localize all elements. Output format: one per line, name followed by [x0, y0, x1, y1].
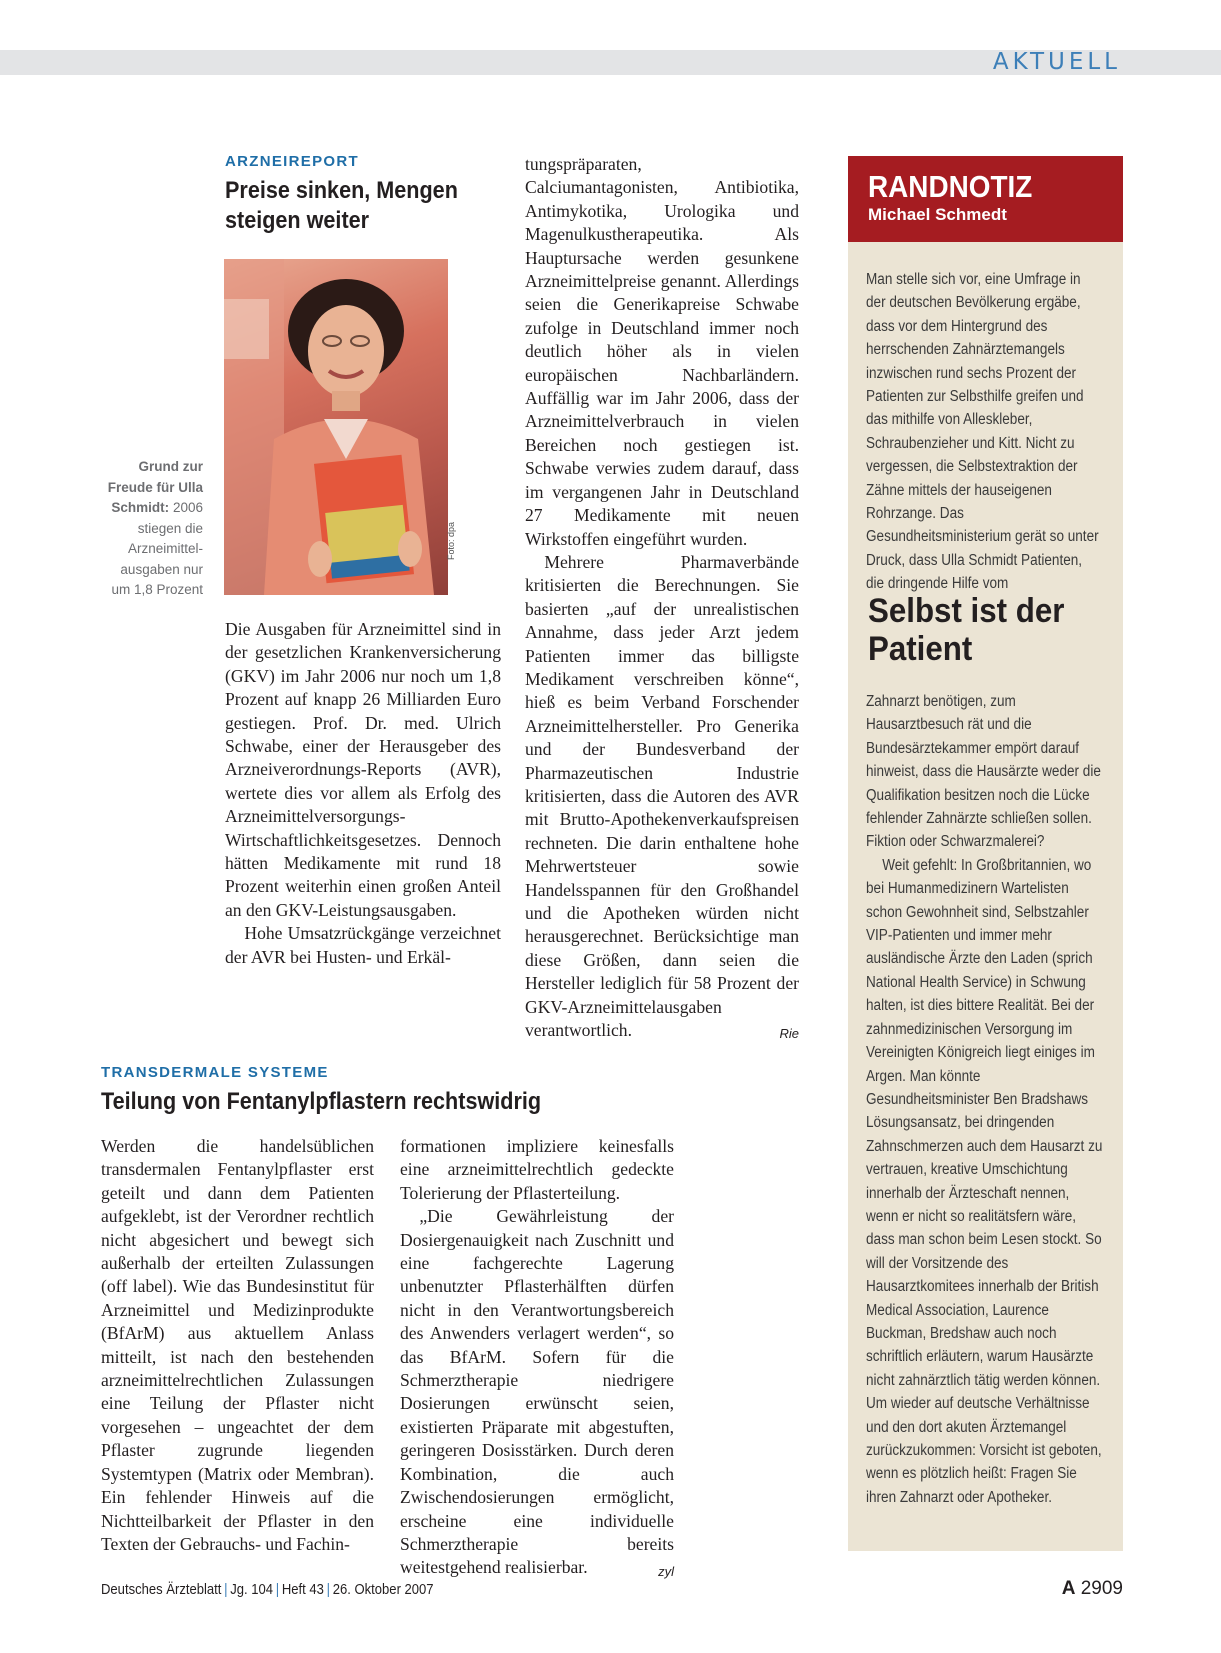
randnotiz-paragraph: Zahnarzt benötigen, zum Hausarztbesuch rät und die Bundesärztekammer empört darauf hinweist, dass die Hausärzte weder die Qualifikation besitzen noch die Lücke fehlender Zahnärzte schließen sollen. Fiktion oder Schwarzmalerei?	[866, 693, 1101, 851]
footer-date: 26. Oktober 2007	[332, 1582, 434, 1598]
caption-lead: Grund zur Freude für Ulla Schmidt:	[107, 459, 203, 515]
article2-paragraph: „Die Gewährleistung der Dosiergenauigkeit nach Zuschnitt und eine fachgerechte Lagerung unbenutzter Pflasterhälften dürfen nicht in den Verantwortungsbereich des Anwenders verlagert werden“, so das BfArM. Sofern für die Schmerztherapie niedrigere Dosierungen erwünscht seien, existierten Präparate mit abgestuften, geringeren Dosisstärken. Durch deren Kombination, die auch Zwischendosierungen ermöglicht, erscheine eine individuelle Schmerztherapie bereits weitestgehend realisierbar.	[400, 1206, 674, 1578]
article2-paragraph: Werden die handelsüblichen transdermalen Fentanylpflaster erst geteilt und dann dem Patienten aufgeklebt, ist der Verordner rechtlich nicht abgesichert und bewegt sich außerhalb der erteilten Zulassungen (off label). Wie das Bundesinstitut für Arzneimittel und Medizinprodukte (BfArM) aus aktuellem Anlass mitteilt, ist nach den bestehenden arzneimittelrechtlichen Zulassungen eine Teilung der Pflaster nicht vorgesehen – ungeachtet der dem Pflaster zugrunde liegenden Systemtypen (Matrix oder Membran). Ein fehlender Hinweis auf die Nichtteilbarkeit der Pflaster in den Texten der Gebrauchs- und Fachin-	[101, 1136, 374, 1554]
footer-volume: Jg. 104	[230, 1582, 274, 1598]
article2-column-2	[400, 1135, 674, 1583]
article1-column-1	[225, 618, 501, 969]
randnotiz-author: Michael Schmedt	[868, 205, 1007, 224]
article1-signature: Rie	[779, 1026, 799, 1042]
article2-signature: zyl	[658, 1563, 674, 1579]
randnotiz-body	[866, 690, 1104, 1509]
photo-caption	[100, 457, 203, 601]
randnotiz-paragraph: Man stelle sich vor, eine Umfrage in der deutschen Bevölkerung ergäbe, dass vor dem Hintergrund des herrschenden Zahnärztemangels inzwischen rund sechs Prozent der Patienten zur Selbsthilfe greifen und das mithilfe von Alleskleber, Schraubenzieher und Kitt. Nicht zu vergessen, die Selbstextraktion der Zähne mittels der hauseigenen Rohrzange. Das Gesundheitsministerium gerät so unter Druck, dass Ulla Schmidt Patienten, die dringende Hilfe vom	[866, 271, 1099, 593]
footer-separator: |	[326, 1582, 331, 1598]
photo-credit: Foto: dpa	[446, 521, 456, 560]
article2-paragraph: formationen impliziere keinesfalls eine arzneimittelrechtlich gedeckte Tolerierung der Pflasterteilung.	[400, 1136, 674, 1203]
page-number	[1062, 1578, 1123, 1600]
footer-journal: Deutsches Ärzteblatt	[101, 1582, 222, 1598]
footer-citation	[101, 1582, 434, 1598]
article2-column-1	[101, 1135, 374, 1556]
article1-kicker: ARZNEIREPORT	[225, 153, 359, 170]
page-number-value: 2909	[1080, 1578, 1123, 1599]
article1-headline-line2: steigen weiter	[225, 207, 370, 234]
caption-text: 2006 stiegen die Arzneimittelausgaben nur um 1,8 Prozent	[111, 500, 203, 597]
article1-paragraph: tungspräparaten, Calciumantagonisten, Antibiotika, Antimykotika, Urologika und Magenulkustherapeutika. Als Hauptursache werden gesunkene Arzneimittelpreise genannt. Allerdings seien die Generikapreise Schwabe zufolge in Deutschland immer noch deutlich höher als in vielen europäischen Nachbarländern. Auffällig war im Jahr 2006, dass der Arzneimittelverbrauch in vielen Bereichen noch gestiegen ist. Schwabe verwies zudem darauf, dass im vergangenen Jahr in Deutschland 27 Medikamente mit neuen Wirkstoffen eingeführt wurden.	[525, 154, 799, 549]
article1-paragraph: Mehrere Pharmaverbände kritisierten die Berechnungen. Sie basierten „auf der unrealistischen Annahme, dass jeder Arzt jedem Patienten immer das billigste Medikament verschreiben könne“, hieß es beim Verband Forschender Arzneimittelhersteller. Pro Generika und der Bundesverband der Pharmazeutischen Industrie kritisierten, dass die Autoren des AVR mit Brutto-Apothekenverkaufspreisen rechneten. Die darin enthaltene hohe Mehrwertsteuer sowie Handelsspannen für den Großhandel und die Apotheken würden nicht herausgerechnet. Berücksichtige man diese Größen, dann seien die Hersteller lediglich für 58 Prozent der GKV-Arzneimittelausgaben verantwortlich.	[525, 551, 799, 1041]
randnotiz-paragraph: Weit gefehlt: In Großbritannien, wo bei Humanmedizinern Wartelisten schon Gewohnheit sind, Selbstzahler VIP-Patienten und immer mehr ausländische Ärzte den Laden (sprich National Health Service) in Schwung halten, ist dies bittere Realität. Bei der zahnmedizinischen Versorgung im Vereinigten Königreich liegt einiges im Argen. Man könnte Gesundheitsminister Ben Bradshaws Lösungsansatz, bei dringenden Zahnschmerzen auch dem Hausarzt zu vertrauen, kreative Umschichtung innerhalb der Ärzteschaft nennen, wenn er nicht so realitätsfern wäre, dass man schon beim Lesen stockt. So will der Vorsitzende des Hausarztkomitees innerhalb der British Medical Association, Laurence Buckman, Bredshaw auch noch schriftlich erläutern, warum Hausärzte nicht zahnärztlich tätig werden können. Um wieder auf deutsche Verhältnisse und den dort akuten Ärztemangel zurückzukommen: Vorsicht ist geboten, wenn es plötzlich heißt: Fragen Sie ihren Zahnarzt oder Apotheker.	[866, 856, 1103, 1506]
section-label: AKTUELL	[992, 49, 1121, 75]
randnotiz-headline-line1: Selbst ist der	[868, 592, 1065, 630]
article-photo	[224, 259, 448, 595]
randnotiz-headline-line2: Patient	[868, 630, 973, 668]
page-prefix: A	[1061, 1578, 1076, 1599]
article1-headline-line1: Preise sinken, Mengen	[225, 177, 458, 204]
article1-column-2	[525, 153, 799, 1046]
footer-issue: Heft 43	[281, 1582, 324, 1598]
footer-separator: |	[275, 1582, 280, 1598]
article1-paragraph: Die Ausgaben für Arzneimittel sind in der gesetzlichen Krankenversicherung (GKV) im Jahr 2006 nur noch um 1,8 Prozent auf knapp 26 Milliarden Euro gestiegen. Prof. Dr. med. Ulrich Schwabe, einer der Herausgeber des Arzneiverordnungs-Reports (AVR), wertete dies vor allem als Erfolg des Arzneimittelversorgungs-Wirtschaftlichkeitsgesetzes. Dennoch hätten Medikamente mit rund 18 Prozent weiterhin einen großen Anteil an den GKV-Leistungsausgaben.	[225, 619, 501, 920]
article1-paragraph: Hohe Umsatzrückgänge verzeichnet der AVR bei Husten- und Erkäl-	[225, 923, 501, 967]
randnotiz-title: RANDNOTIZ	[868, 169, 1033, 204]
randnotiz-intro	[866, 268, 1104, 596]
article1-headline	[225, 176, 477, 236]
article2-kicker: TRANSDERMALE SYSTEME	[101, 1064, 329, 1081]
randnotiz-headline	[868, 592, 1064, 668]
footer-separator: |	[224, 1582, 228, 1598]
article2-headline: Teilung von Fentanylpflastern rechtswidrig	[101, 1088, 542, 1115]
photo-illustration	[224, 259, 448, 595]
